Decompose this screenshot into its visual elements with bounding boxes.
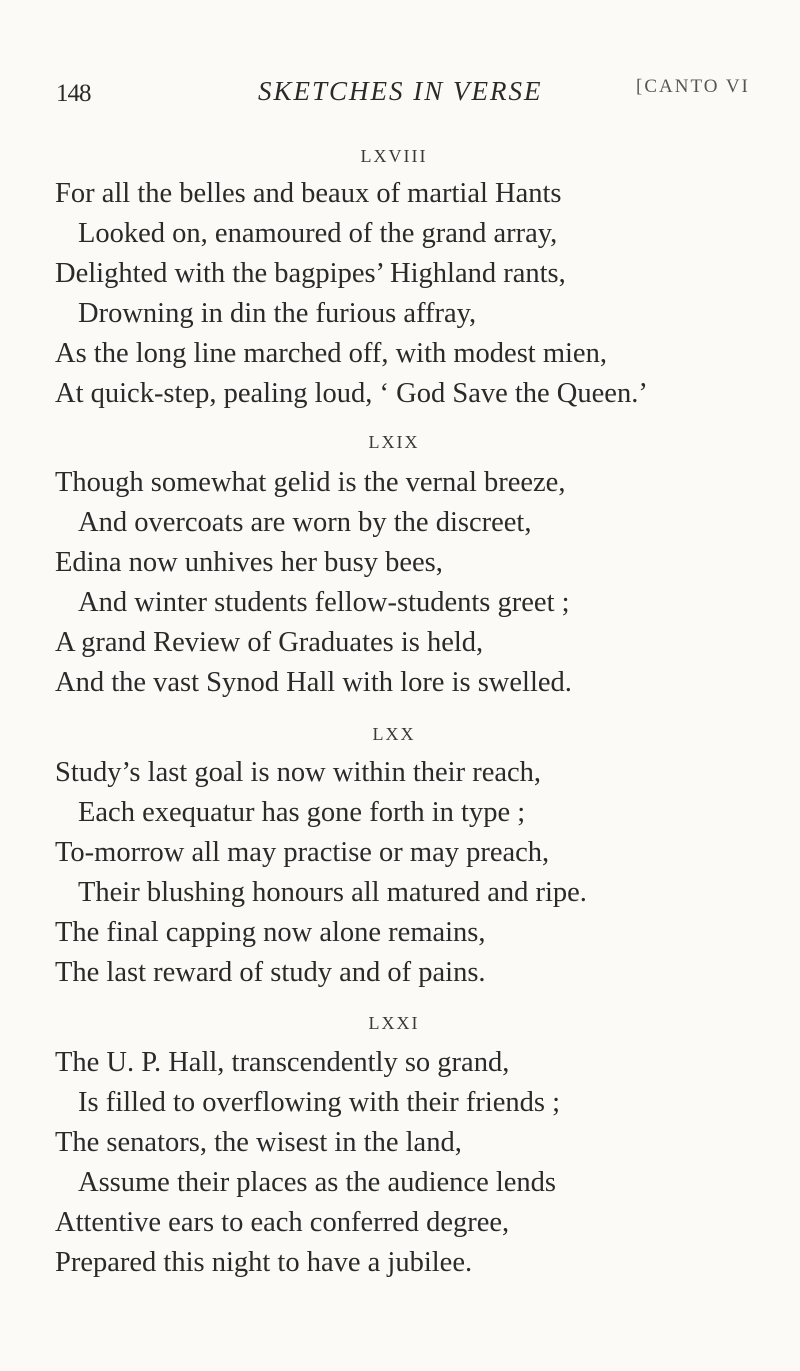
verse-line: Delighted with the bagpipes’ Highland rants, <box>55 258 566 289</box>
verse-line: Prepared this night to have a jubilee. <box>55 1247 473 1278</box>
verse-line: Looked on, enamoured of the grand array, <box>78 218 558 249</box>
verse-line: The U. P. Hall, transcendently so grand, <box>55 1047 510 1078</box>
canto-reference: [CANTO VI <box>636 76 750 97</box>
verse-line: Attentive ears to each conferred degree, <box>55 1207 510 1238</box>
running-head <box>0 76 800 116</box>
verse-line: Drowning in din the furious affray, <box>78 298 477 329</box>
verse-line: Assume their places as the audience lends <box>78 1167 557 1198</box>
stanza-number: LXXI <box>368 1013 420 1033</box>
verse-line: Their blushing honours all matured and ripe. <box>78 877 587 908</box>
verse-line: For all the belles and beaux of martial Hants <box>55 178 562 209</box>
verse-line: Though somewhat gelid is the vernal breeze, <box>55 467 566 498</box>
verse-line: A grand Review of Graduates is held, <box>55 627 484 658</box>
stanza-number: LXIX <box>368 432 420 452</box>
verse-line: Edina now unhives her busy bees, <box>55 547 443 578</box>
stanza-number: LXX <box>372 724 416 744</box>
verse-line: Study’s last goal is now within their reach, <box>55 757 542 788</box>
verse-line: Each exequatur has gone forth in type ; <box>78 797 526 828</box>
verse-line: The last reward of study and of pains. <box>55 957 486 988</box>
verse-line: And winter students fellow-students greet ; <box>78 587 570 618</box>
page-number: 148 <box>56 80 91 107</box>
verse-line: To-morrow all may practise or may preach, <box>55 837 550 868</box>
verse-line: The final capping now alone remains, <box>55 917 486 948</box>
verse-line: And the vast Synod Hall with lore is swelled. <box>55 667 572 698</box>
running-title: SKETCHES IN VERSE <box>258 76 543 106</box>
verse-line: At quick-step, pealing loud, ‘ God Save the Queen.’ <box>55 378 648 409</box>
verse-line: And overcoats are worn by the discreet, <box>78 507 532 538</box>
stanza-number: LXVIII <box>360 146 428 166</box>
verse-line: As the long line marched off, with modest mien, <box>55 338 607 369</box>
verse-line: The senators, the wisest in the land, <box>55 1127 462 1158</box>
verse-line: Is filled to overflowing with their friends ; <box>78 1087 561 1118</box>
